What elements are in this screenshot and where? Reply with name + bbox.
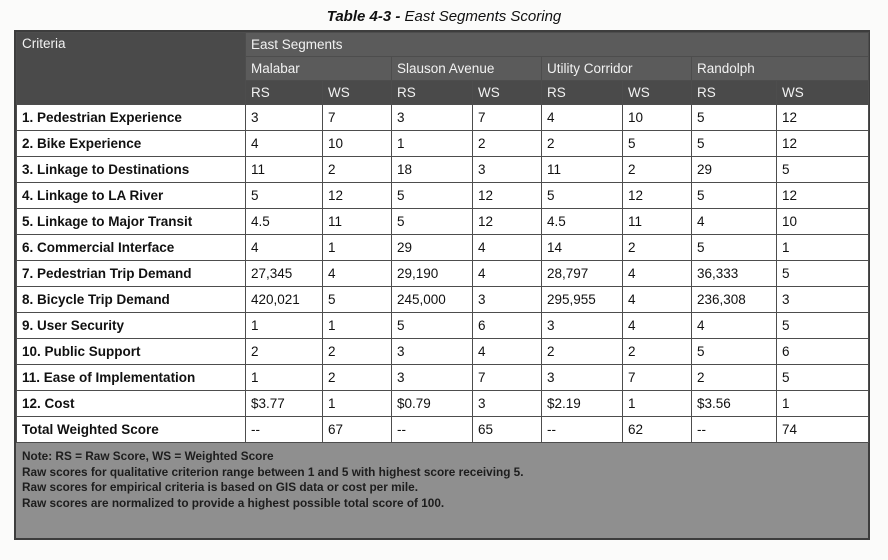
rs-score-cell: 2 — [246, 339, 323, 365]
criterion-cell: 1. Pedestrian Experience — [17, 105, 246, 131]
ws-score-cell: 12 — [777, 131, 869, 157]
rs-score-cell: -- — [246, 417, 323, 443]
ws-score-cell: 2 — [473, 131, 542, 157]
rs-score-cell: 29,190 — [392, 261, 473, 287]
rs-score-cell: 11 — [246, 157, 323, 183]
segment-header-malabar: Malabar — [246, 57, 392, 81]
table-caption — [0, 8, 888, 25]
ws-header: WS — [777, 81, 869, 105]
table-row — [17, 183, 869, 209]
criterion-cell: 9. User Security — [17, 313, 246, 339]
rs-score-cell: 3 — [246, 105, 323, 131]
rs-score-cell: 14 — [542, 235, 623, 261]
ws-score-cell: 2 — [623, 235, 692, 261]
table-row — [17, 235, 869, 261]
ws-header: WS — [323, 81, 392, 105]
criterion-cell: 3. Linkage to Destinations — [17, 157, 246, 183]
ws-score-cell: 3 — [777, 287, 869, 313]
ws-score-cell: 1 — [323, 391, 392, 417]
ws-score-cell: 1 — [323, 313, 392, 339]
ws-score-cell: 5 — [777, 313, 869, 339]
criterion-cell: 6. Commercial Interface — [17, 235, 246, 261]
ws-score-cell: 7 — [323, 105, 392, 131]
criterion-cell: 12. Cost — [17, 391, 246, 417]
table-row — [17, 313, 869, 339]
criterion-cell: Total Weighted Score — [17, 417, 246, 443]
rs-score-cell: 5 — [692, 131, 777, 157]
rs-score-cell: 5 — [246, 183, 323, 209]
rs-score-cell: 1 — [392, 131, 473, 157]
rs-score-cell: 5 — [692, 105, 777, 131]
rs-score-cell: 18 — [392, 157, 473, 183]
rs-score-cell: 5 — [542, 183, 623, 209]
rs-score-cell: 3 — [542, 365, 623, 391]
rs-score-cell: -- — [392, 417, 473, 443]
ws-score-cell: 1 — [777, 391, 869, 417]
table-header — [17, 33, 869, 105]
rs-score-cell: 29 — [692, 157, 777, 183]
table-number: Table 4-3 - — [326, 8, 401, 25]
rs-score-cell: 245,000 — [392, 287, 473, 313]
ws-score-cell: 7 — [623, 365, 692, 391]
ws-score-cell: 5 — [777, 365, 869, 391]
ws-score-cell: 6 — [473, 313, 542, 339]
ws-score-cell: 12 — [473, 209, 542, 235]
rs-score-cell: 236,308 — [692, 287, 777, 313]
table-row — [17, 157, 869, 183]
rs-score-cell: 4.5 — [542, 209, 623, 235]
ws-score-cell: 7 — [473, 365, 542, 391]
ws-score-cell: 3 — [473, 391, 542, 417]
ws-score-cell: 12 — [473, 183, 542, 209]
table-row — [17, 131, 869, 157]
rs-score-cell: 3 — [392, 365, 473, 391]
rs-score-cell: 5 — [392, 183, 473, 209]
ws-score-cell: 4 — [623, 287, 692, 313]
rs-score-cell: 3 — [392, 339, 473, 365]
rs-score-cell: 11 — [542, 157, 623, 183]
table-body — [17, 105, 869, 443]
table-row — [17, 339, 869, 365]
segment-header-randolph: Randolph — [692, 57, 869, 81]
rs-score-cell: 4 — [246, 131, 323, 157]
ws-score-cell: 3 — [473, 157, 542, 183]
rs-score-cell: 29 — [392, 235, 473, 261]
ws-score-cell: 65 — [473, 417, 542, 443]
criteria-header: Criteria — [17, 33, 246, 105]
table-notes — [16, 443, 868, 511]
scoring-table-container — [14, 30, 870, 540]
ws-score-cell: 2 — [623, 157, 692, 183]
rs-score-cell: -- — [692, 417, 777, 443]
ws-score-cell: 3 — [473, 287, 542, 313]
rs-score-cell: 5 — [692, 183, 777, 209]
rs-header: RS — [246, 81, 323, 105]
rs-score-cell: 420,021 — [246, 287, 323, 313]
criterion-cell: 5. Linkage to Major Transit — [17, 209, 246, 235]
rs-header: RS — [542, 81, 623, 105]
rs-score-cell: 2 — [542, 131, 623, 157]
rs-score-cell: $2.19 — [542, 391, 623, 417]
note-line: Raw scores are normalized to provide a highest possible total score of 100. — [22, 495, 445, 510]
rs-score-cell: 295,955 — [542, 287, 623, 313]
rs-header: RS — [392, 81, 473, 105]
ws-score-cell: 1 — [323, 235, 392, 261]
ws-score-cell: 12 — [777, 105, 869, 131]
note-line: Raw scores for empirical criteria is based on GIS data or cost per mile. — [22, 480, 418, 494]
ws-score-cell: 7 — [473, 105, 542, 131]
criterion-cell: 11. Ease of Implementation — [17, 365, 246, 391]
ws-score-cell: 5 — [623, 131, 692, 157]
ws-score-cell: 67 — [323, 417, 392, 443]
ws-score-cell: 4 — [473, 261, 542, 287]
ws-score-cell: 10 — [323, 131, 392, 157]
rs-score-cell: $0.79 — [392, 391, 473, 417]
ws-score-cell: 10 — [623, 105, 692, 131]
rs-score-cell: 4 — [692, 313, 777, 339]
criterion-cell: 2. Bike Experience — [17, 131, 246, 157]
criterion-cell: 4. Linkage to LA River — [17, 183, 246, 209]
rs-score-cell: 2 — [692, 365, 777, 391]
segment-header-utility-corridor: Utility Corridor — [542, 57, 692, 81]
criterion-cell: 10. Public Support — [17, 339, 246, 365]
table-row — [17, 365, 869, 391]
ws-score-cell: 11 — [623, 209, 692, 235]
ws-score-cell: 12 — [777, 183, 869, 209]
rs-score-cell: 5 — [392, 209, 473, 235]
rs-score-cell: 28,797 — [542, 261, 623, 287]
ws-score-cell: 5 — [323, 287, 392, 313]
rs-score-cell: 4.5 — [246, 209, 323, 235]
note-line: Raw scores for qualitative criterion range between 1 and 5 with highest score receiving 5. — [22, 464, 524, 479]
rs-score-cell: 4 — [692, 209, 777, 235]
rs-score-cell: 3 — [542, 313, 623, 339]
table-row — [17, 287, 869, 313]
rs-score-cell: 5 — [392, 313, 473, 339]
segment-header-slauson-avenue: Slauson Avenue — [392, 57, 542, 81]
rs-score-cell: 4 — [246, 235, 323, 261]
ws-score-cell: 12 — [323, 183, 392, 209]
ws-score-cell: 62 — [623, 417, 692, 443]
scoring-table — [16, 32, 869, 443]
ws-score-cell: 1 — [777, 235, 869, 261]
table-row — [17, 105, 869, 131]
rs-score-cell: 1 — [246, 365, 323, 391]
ws-score-cell: 4 — [623, 313, 692, 339]
ws-score-cell: 2 — [323, 339, 392, 365]
ws-score-cell: 5 — [777, 157, 869, 183]
ws-score-cell: 11 — [323, 209, 392, 235]
ws-score-cell: 4 — [623, 261, 692, 287]
ws-header: WS — [623, 81, 692, 105]
table-row — [17, 261, 869, 287]
ws-score-cell: 6 — [777, 339, 869, 365]
ws-score-cell: 74 — [777, 417, 869, 443]
rs-score-cell: 27,345 — [246, 261, 323, 287]
criterion-cell: 7. Pedestrian Trip Demand — [17, 261, 246, 287]
rs-score-cell: 3 — [392, 105, 473, 131]
ws-score-cell: 4 — [473, 235, 542, 261]
table-title: East Segments Scoring — [404, 8, 562, 25]
ws-score-cell: 12 — [623, 183, 692, 209]
ws-score-cell: 10 — [777, 209, 869, 235]
rs-header: RS — [692, 81, 777, 105]
ws-score-cell: 2 — [323, 157, 392, 183]
rs-score-cell: $3.77 — [246, 391, 323, 417]
ws-score-cell: 4 — [473, 339, 542, 365]
rs-score-cell: -- — [542, 417, 623, 443]
rs-score-cell: 4 — [542, 105, 623, 131]
group-header: East Segments — [246, 33, 869, 57]
criterion-cell: 8. Bicycle Trip Demand — [17, 287, 246, 313]
note-line: Note: RS = Raw Score, WS = Weighted Score — [22, 449, 274, 463]
ws-score-cell: 2 — [323, 365, 392, 391]
ws-score-cell: 2 — [623, 339, 692, 365]
ws-score-cell: 1 — [623, 391, 692, 417]
table-row — [17, 209, 869, 235]
table-row — [17, 391, 869, 417]
total-row — [17, 417, 869, 443]
rs-score-cell: $3.56 — [692, 391, 777, 417]
ws-header: WS — [473, 81, 542, 105]
rs-score-cell: 5 — [692, 235, 777, 261]
rs-score-cell: 5 — [692, 339, 777, 365]
rs-score-cell: 1 — [246, 313, 323, 339]
ws-score-cell: 5 — [777, 261, 869, 287]
rs-score-cell: 36,333 — [692, 261, 777, 287]
rs-score-cell: 2 — [542, 339, 623, 365]
ws-score-cell: 4 — [323, 261, 392, 287]
